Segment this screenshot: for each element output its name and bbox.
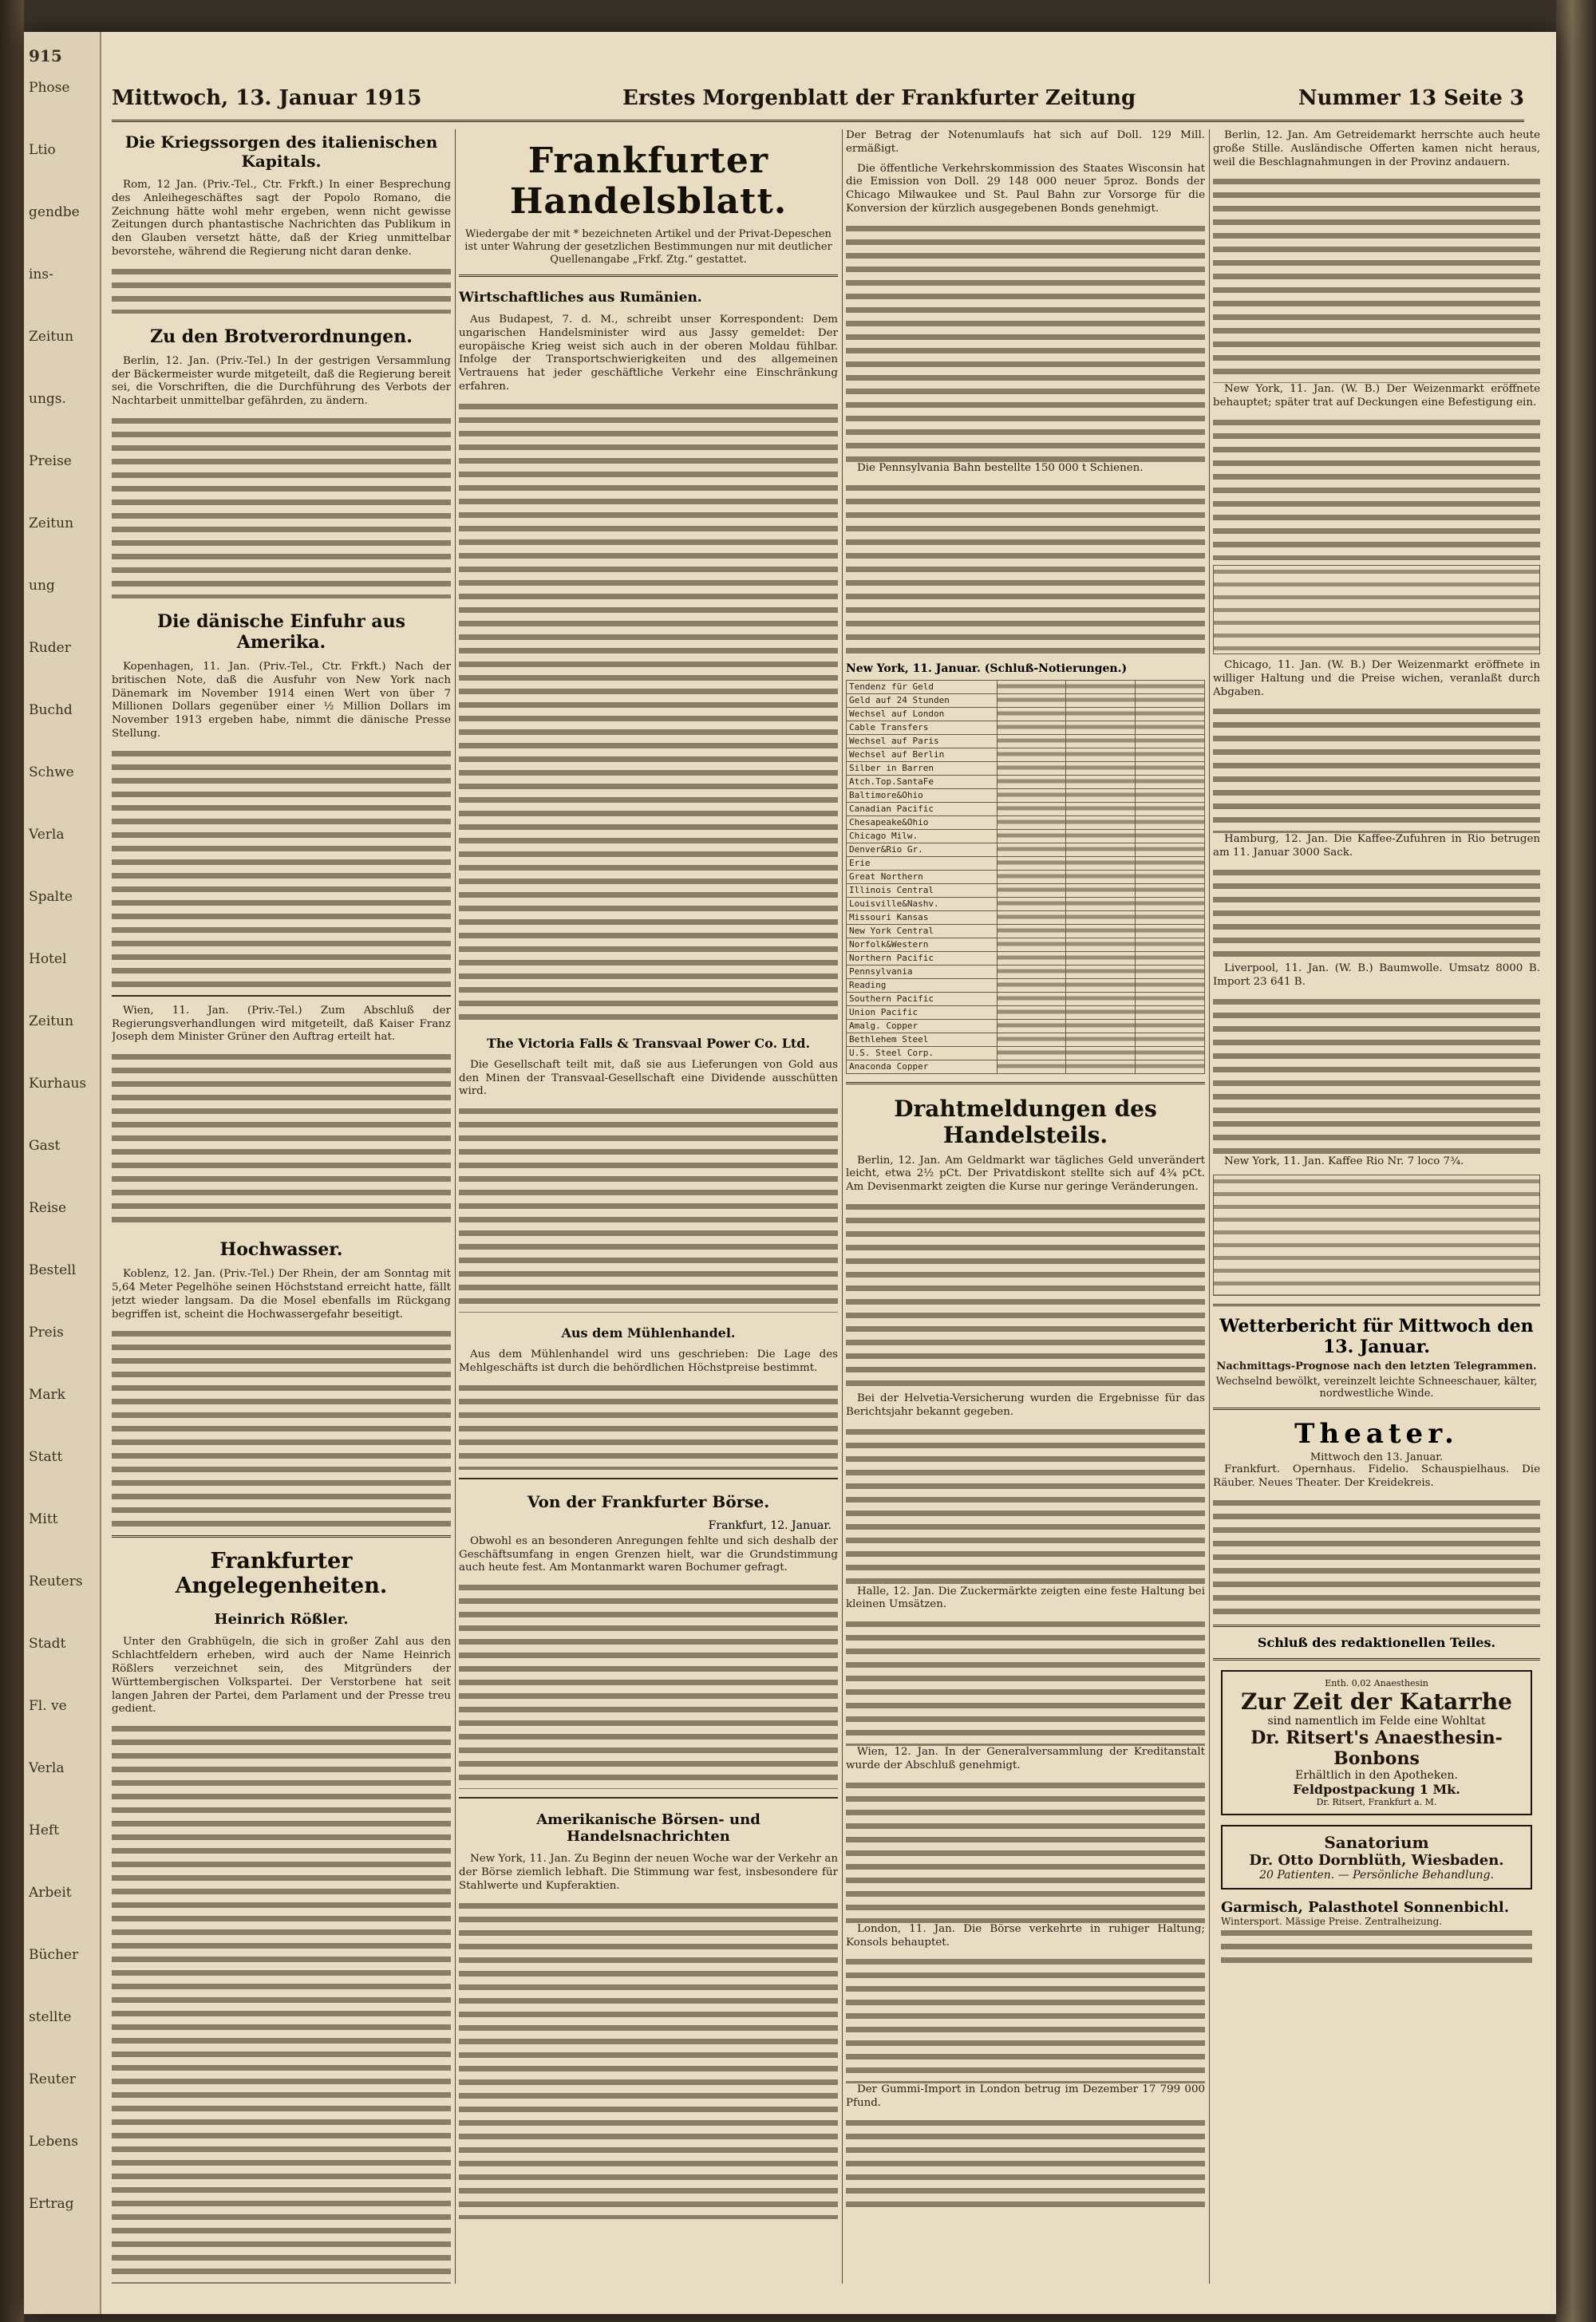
quote-value [1066, 965, 1136, 978]
previous-page-text: Arbeit [29, 1885, 72, 1901]
divider [112, 1535, 451, 1538]
article-text: Kopenhagen, 11. Jan. (Priv.-Tel., Ctr. Frkft.) Nach der britischen Note, daß die Ausfuhr von New York nach Dänemark im November 1914 einen Wert von über 7 Millionen Dollars gegenüber einer ½ Million Dollars im November 1913 ergeben habe, nimmt die dänische Presse Stellung. [112, 660, 451, 740]
article-text: Die Pennsylvania Bahn bestellte 150 000 t Schienen. [857, 461, 1144, 474]
quote-name: Tendenz für Geld [847, 680, 998, 693]
divider [1213, 1625, 1540, 1627]
text-block [1213, 996, 1540, 1155]
divider [459, 1478, 838, 1479]
quote-value [1136, 843, 1205, 856]
article-text: Obwohl es an besonderen Anregungen fehlte und sich deshalb der Geschäftsumfang in engen Grenzen hielt, war die Grundstimmung auch heute fest. Am Montanmarkt waren Bochumer gefragt. [459, 1534, 838, 1574]
article-text: Berlin, 12. Jan. Am Getreidemarkt herrschte auch heute große Stille. Ausländische Offerten kamen nicht heraus, weil die Beschlagnahmungen in der Provinz andauern. [1213, 129, 1540, 168]
quote-table-title: New York, 11. Januar. (Schluß-Notierungen.) [846, 661, 1128, 675]
quote-value [1066, 883, 1136, 897]
quote-value [1136, 802, 1205, 815]
text-block [112, 1051, 451, 1226]
previous-page-text: Ltio [29, 142, 56, 158]
quote-value [1066, 707, 1136, 721]
previous-page-text: Ruder [29, 640, 71, 656]
quote-value [997, 1019, 1066, 1033]
text-block [459, 1582, 838, 1789]
article-text: Hamburg, 12. Jan. Die Kaffee-Zufuhren in Rio betrugen am 11. Januar 3000 Sack. [1213, 833, 1540, 859]
quote-value [997, 802, 1066, 815]
quote-row [847, 1060, 1205, 1073]
text-block [846, 223, 1205, 462]
quote-value [997, 680, 1066, 693]
previous-page-text: Preise [29, 453, 72, 469]
quote-value [1136, 707, 1205, 721]
quote-value [997, 951, 1066, 965]
quote-row [847, 693, 1205, 707]
quote-row [847, 978, 1205, 992]
previous-page-text: Schwe [29, 764, 74, 780]
text-block [112, 415, 451, 598]
quote-value [997, 856, 1066, 870]
previous-page-text: ung [29, 578, 55, 594]
previous-page-text: Reuter [29, 2071, 76, 2087]
quote-value [1136, 788, 1205, 802]
quote-row [847, 883, 1205, 897]
ad-maker: Dr. Ritsert, Frankfurt a. M. [1316, 1796, 1437, 1807]
quote-value [1066, 897, 1136, 910]
quote-name: Pennsylvania [847, 965, 998, 978]
headline-mill-trade: Aus dem Mühlenhandel. [561, 1325, 736, 1341]
quote-value [1066, 829, 1136, 843]
previous-page-text: Mitt [29, 1511, 58, 1527]
quote-value [1136, 775, 1205, 788]
previous-page-text: Kurhaus [29, 1076, 87, 1092]
quote-name: Illinois Central [847, 883, 998, 897]
text-block [1213, 705, 1540, 833]
quote-row [847, 707, 1205, 721]
quote-row [847, 680, 1205, 693]
quote-value [1136, 992, 1205, 1005]
column-rule [842, 129, 843, 2284]
headline-italian-capital: Die Kriegssorgen des italienischen Kapitals. [124, 132, 438, 171]
quote-value [1066, 1005, 1136, 1019]
quote-value [1136, 721, 1205, 734]
quote-row [847, 1033, 1205, 1046]
quote-value [1066, 788, 1136, 802]
ad-title: Garmisch, Palasthotel Sonnenbichl. [1221, 1898, 1510, 1916]
divider [1213, 1304, 1540, 1306]
quote-value [997, 843, 1066, 856]
quote-row [847, 1046, 1205, 1060]
quote-value [997, 734, 1066, 748]
quote-name: Southern Pacific [847, 992, 998, 1005]
previous-page-text: Reuters [29, 1574, 83, 1589]
article-text: Die Gesellschaft teilt mit, daß sie aus Lieferungen von Gold aus den Minen der Transvaal-Gesellschaft eine Dividende ausschütten wird. [459, 1058, 838, 1098]
ad-availability: Erhältlich in den Apotheken. [1295, 1768, 1458, 1782]
quote-name: Canadian Pacific [847, 802, 998, 815]
page-header [112, 81, 1524, 122]
article-text: Wien, 11. Jan. (Priv.-Tel.) Zum Abschluß der Regierungsverhandlungen wird mitgeteilt, daß Kaiser Franz Joseph dem Minister Grüner den Auftrag erteilt hat. [112, 1004, 451, 1044]
previous-page-text: Stadt [29, 1636, 66, 1652]
previous-page-text: Verla [29, 827, 65, 843]
text-block [459, 401, 838, 1023]
quote-value [1136, 1019, 1205, 1033]
previous-page-text: Verla [29, 1760, 65, 1776]
quote-value [1136, 924, 1205, 938]
quote-name: U.S. Steel Corp. [847, 1046, 998, 1060]
text-block [112, 1723, 451, 2284]
quote-value [1136, 734, 1205, 748]
header-page-number: Nummer 13 Seite 3 [1298, 86, 1524, 110]
ad-small-text: Enth. 0,02 Anaesthesin [1325, 1677, 1428, 1688]
quote-name: Northern Pacific [847, 951, 998, 965]
quote-value [997, 897, 1066, 910]
quote-name: Missouri Kansas [847, 910, 998, 924]
text-block [846, 1426, 1205, 1586]
previous-page-text: Buchd [29, 702, 73, 718]
ad-name: Dr. Otto Dornblüth, Wiesbaden. [1249, 1851, 1504, 1869]
text-block [1213, 417, 1540, 560]
quote-name: Anaconda Copper [847, 1060, 998, 1073]
previous-page-text: Spalte [29, 889, 73, 905]
quote-value [997, 992, 1066, 1005]
quote-value [1136, 938, 1205, 951]
quote-value [1066, 924, 1136, 938]
previous-page-text: Zeitun [29, 1013, 74, 1029]
quote-value [997, 748, 1066, 761]
quote-name: Chesapeake&Ohio [847, 815, 998, 829]
theater-date: Mittwoch den 13. Januar. [1310, 1451, 1444, 1464]
divider [1213, 1658, 1540, 1661]
ad-subtitle: sind namentlich im Felde eine Wohltat [1267, 1714, 1486, 1728]
text-block [846, 1956, 1205, 2083]
quote-name: Erie [847, 856, 998, 870]
quote-row [847, 965, 1205, 978]
text-block [459, 1900, 838, 2219]
article-text: Aus Budapest, 7. d. M., schreibt unser Korrespondent: Dem ungarischen Handelsminister wird aus Jassy gemeldet: Der europäische Krieg weist sich auch in der oberen Moldau fühlbar. Infolge der Transportschwierigkeiten und des allgemeinen Vertrauens hat jeder geschäftliche Verkehr eine Einschränkung erfahren. [459, 314, 838, 393]
quote-value [1066, 1033, 1136, 1046]
quote-value [1066, 1060, 1136, 1073]
text-block [1213, 867, 1540, 962]
newspaper-page [24, 32, 1556, 2314]
quote-value [1066, 992, 1136, 1005]
quote-name: New York Central [847, 924, 998, 938]
article-text: Unter den Grabhügeln, die sich in großer Zahl aus den Schlachtfeldern erheben, wird auch der Name Heinrich Rößlers verzeichnet sein, des Mitgründers der Württembergischen Volkspartei. Der Verstorbene hat seit langen Jahren der Partei, dem Parlament und der Presse treu gedient. [112, 1636, 451, 1716]
quote-row [847, 734, 1205, 748]
quote-row [847, 815, 1205, 829]
quote-value [1066, 815, 1136, 829]
previous-page-text: Gast [29, 1138, 61, 1154]
stock-quote-table [846, 680, 1205, 1074]
article-text: Koblenz, 12. Jan. (Priv.-Tel.) Der Rhein, der am Sonntag mit 5,64 Meter Pegelhöhe seinen Höchststand erreicht hatte, fällt jetzt wieder langsam. Da die Mosel ebenfalls im Rückgang begriffen ist, scheint die Hochwassergefahr beseitigt. [112, 1268, 451, 1321]
quote-value [1066, 951, 1136, 965]
quote-row [847, 788, 1205, 802]
quote-name: Denver&Rio Gr. [847, 843, 998, 856]
quote-value [1136, 761, 1205, 775]
text-block [1213, 1497, 1540, 1617]
quote-name: Wechsel auf Paris [847, 734, 998, 748]
article-text: Berlin, 12. Jan. (Priv.-Tel.) In der gestrigen Versammlung der Bäckermeister wurde mitgeteilt, daß die Regierung bereit sei, die Vorschriften, die die Durchführung des Verbots der Nachtarbeit unmittelbar gefährden, zu ändern. [112, 354, 451, 408]
article-text: Die öffentliche Verkehrskommission des Staates Wisconsin hat die Emission von Doll. 29 148 000 neuer 5proz. Bonds der Chicago Milwaukee und St. Paul Bahn zur Vorsorge für die Konversion der kürzlich ausgegebenen Bonds genehmigt. [846, 162, 1205, 215]
previous-page-text: gendbe [29, 204, 80, 220]
text-block [112, 266, 451, 314]
quote-value [997, 761, 1066, 775]
quote-name: Baltimore&Ohio [847, 788, 998, 802]
end-of-editorial: Schluß des redaktionellen Teiles. [1257, 1634, 1496, 1650]
previous-page-text: Preis [29, 1325, 64, 1341]
previous-page-number: 915 [29, 46, 62, 65]
article-text: Bei der Helvetia-Versicherung wurden die Ergebnisse für das Berichtsjahr bekannt gegeben. [846, 1392, 1205, 1418]
previous-page-text: Lebens [29, 2134, 78, 2150]
previous-page-text: ungs. [29, 391, 66, 407]
ad-title: Zur Zeit der Katarrhe [1241, 1688, 1512, 1715]
quote-value [1136, 870, 1205, 883]
quote-value [1136, 693, 1205, 707]
quote-value [997, 883, 1066, 897]
quote-row [847, 951, 1205, 965]
book-binding-right [1556, 0, 1596, 2322]
quote-value [1066, 1019, 1136, 1033]
column-rule [455, 129, 456, 2284]
quote-value [997, 1033, 1066, 1046]
article-text: New York, 11. Jan. Kaffee Rio Nr. 7 loco 7¾. [1224, 1155, 1464, 1167]
headline-heinrich-roessler: Heinrich Rößler. [214, 1611, 349, 1629]
divider [1213, 1408, 1540, 1410]
quote-value [1136, 883, 1205, 897]
quote-value [1136, 1033, 1205, 1046]
previous-page-text: Reise [29, 1200, 67, 1216]
quote-row [847, 775, 1205, 788]
previous-page-edge [24, 32, 101, 2314]
quote-name: Reading [847, 978, 998, 992]
quote-name: Louisville&Nashv. [847, 897, 998, 910]
column-rule [1209, 129, 1210, 2284]
quote-row [847, 829, 1205, 843]
quote-value [997, 1060, 1066, 1073]
ad-text: Wintersport. Mässige Preise. Zentralheizung. [1221, 1915, 1443, 1927]
text-block [112, 1328, 451, 1527]
quote-value [997, 870, 1066, 883]
previous-page-text: Zeitun [29, 329, 74, 345]
quote-value [1066, 775, 1136, 788]
article-text: Chicago, 11. Jan. (W. B.) Der Weizenmarkt eröffnete in williger Haltung und die Preise wichen, veranlaßt durch Abgaben. [1213, 658, 1540, 698]
quote-name: Bethlehem Steel [847, 1033, 998, 1046]
quote-row [847, 748, 1205, 761]
quote-value [997, 978, 1066, 992]
article-text: New York, 11. Jan. (W. B.) Der Weizenmarkt eröffnete behauptet; später trat auf Deckungen eine Befestigung ein. [1213, 383, 1540, 409]
quote-value [997, 829, 1066, 843]
quote-value [1066, 802, 1136, 815]
quote-value [1066, 938, 1136, 951]
advertisement-katarrh [1221, 1670, 1532, 1815]
advertisement-sanatorium [1221, 1825, 1532, 1890]
divider [459, 274, 838, 277]
quote-value [1066, 1046, 1136, 1060]
previous-page-text: Phose [29, 80, 70, 96]
quote-name: Geld auf 24 Stunden [847, 693, 998, 707]
previous-page-text: stellte [29, 2009, 72, 2025]
text-block [846, 1201, 1205, 1392]
ad-brand: Dr. Ritsert's Anaesthesin-Bonbons [1250, 1727, 1503, 1769]
article-text: Der Gummi-Import in London betrug im Dezember 17 799 000 Pfund. [846, 2083, 1205, 2110]
quote-value [1136, 856, 1205, 870]
quote-row [847, 938, 1205, 951]
quote-value [997, 910, 1066, 924]
quote-name: Chicago Milw. [847, 829, 998, 843]
quote-value [1136, 951, 1205, 965]
grain-price-table [1213, 565, 1540, 654]
dateline: Frankfurt, 12. Januar. [708, 1518, 832, 1532]
article-text: Aus dem Mühlenhandel wird uns geschrieben: Die Lage des Mehlgeschäfts ist durch die behördlichen Höchstpreise bestimmt. [459, 1349, 838, 1374]
divider [846, 1082, 1205, 1084]
article-text: Wien, 12. Jan. In der Generalversammlung der Kreditanstalt wurde der Abschluß genehmigt. [846, 1746, 1205, 1771]
previous-page-text: Bestell [29, 1262, 77, 1278]
quote-value [997, 965, 1066, 978]
headline-american-exchange: Amerikanische Börsen- und Handelsnachrichten [536, 1811, 760, 1846]
quote-row [847, 897, 1205, 910]
book-binding-left [0, 0, 24, 2322]
quote-name: Wechsel auf Berlin [847, 748, 998, 761]
quote-row [847, 721, 1205, 734]
quote-row [847, 802, 1205, 815]
headline-danish-imports: Die dänische Einfuhr aus Amerika. [157, 610, 405, 653]
quote-value [997, 815, 1066, 829]
quote-row [847, 843, 1205, 856]
quote-value [1066, 734, 1136, 748]
previous-page-text: Mark [29, 1387, 65, 1403]
column-2 [459, 129, 838, 2284]
previous-page-text: Ertrag [29, 2196, 74, 2212]
headline-frankfurt-affairs: Frankfurter Angelegenheiten. [175, 1549, 388, 1599]
article-text: Liverpool, 11. Jan. (W. B.) Baumwolle. Umsatz 8000 B. Import 23 641 B. [1213, 962, 1540, 988]
headline-wire-reports: Drahtmeldungen des Handelsteils. [894, 1095, 1157, 1148]
quote-name: Great Northern [847, 870, 998, 883]
article-text: Halle, 12. Jan. Die Zuckermärkte zeigten eine feste Haltung bei kleinen Umsätzen. [846, 1585, 1205, 1611]
commodity-price-table [1213, 1175, 1540, 1296]
quote-row [847, 924, 1205, 938]
previous-page-text: Statt [29, 1449, 63, 1465]
quote-name: Atch.Top.SantaFe [847, 775, 998, 788]
quote-name: Union Pacific [847, 1005, 998, 1019]
previous-page-text: Hotel [29, 951, 67, 967]
quote-value [1136, 1046, 1205, 1060]
previous-page-text: Fl. ve [29, 1698, 67, 1714]
quote-value [1136, 748, 1205, 761]
quote-value [1066, 721, 1136, 734]
quote-value [997, 721, 1066, 734]
quote-name: Amalg. Copper [847, 1019, 998, 1033]
quote-value [997, 788, 1066, 802]
quote-value [1136, 1060, 1205, 1073]
quote-row [847, 992, 1205, 1005]
ad-price: Feldpostpackung 1 Mk. [1293, 1781, 1460, 1797]
previous-page-text: Bücher [29, 1947, 79, 1963]
quote-value [1136, 978, 1205, 992]
quote-row [847, 870, 1205, 883]
quote-value [1066, 761, 1136, 775]
quote-value [1136, 680, 1205, 693]
quote-value [997, 693, 1066, 707]
text-block [459, 1105, 838, 1313]
headline-flood: Hochwasser. [219, 1239, 343, 1261]
quote-row [847, 761, 1205, 775]
weather-subtitle: Nachmittags-Prognose nach den letzten Telegrammen. [1216, 1360, 1537, 1373]
column-4 [1213, 129, 1540, 2284]
quote-value [1136, 897, 1205, 910]
column-3 [846, 129, 1205, 2284]
ad-title: Sanatorium [1324, 1832, 1429, 1852]
text-block [846, 482, 1205, 658]
text-block [1213, 176, 1540, 383]
previous-page-text: ins- [29, 267, 53, 282]
quote-value [1066, 910, 1136, 924]
text-block [846, 1779, 1205, 1923]
theater-title: Theater. [1294, 1418, 1459, 1451]
quote-value [1136, 829, 1205, 843]
header-masthead: Erstes Morgenblatt der Frankfurter Zeitung [622, 86, 1136, 110]
text-block [846, 2117, 1205, 2213]
quote-value [1136, 1005, 1205, 1019]
quote-name: Silber in Barren [847, 761, 998, 775]
ad-subtitle: 20 Patienten. — Persönliche Behandlung. [1259, 1868, 1494, 1882]
quote-name: Cable Transfers [847, 721, 998, 734]
text-block [459, 1382, 838, 1470]
weather-title: Wetterbericht für Mittwoch den 13. Januar. [1219, 1316, 1534, 1358]
headline-frankfurt-exchange: Von der Frankfurter Börse. [527, 1491, 770, 1511]
article-text: Berlin, 12. Jan. Am Geldmarkt war tägliches Geld unverändert leicht, etwa 2½ pCt. Der Privatdiskont stellte sich auf 4¾ pCt. Am Devisenmarkt zeigten die Kurse nur geringe Veränderungen. [846, 1154, 1205, 1194]
quote-value [1066, 843, 1136, 856]
quote-value [997, 775, 1066, 788]
quote-name: Norfolk&Western [847, 938, 998, 951]
text-block [112, 748, 451, 987]
theater-listings: Frankfurt. Opernhaus. Fidelio. Schauspielhaus. Die Räuber. Neues Theater. Der Kreidekreis. [1213, 1463, 1540, 1490]
quote-value [997, 938, 1066, 951]
handelsblatt-subtitle: Wiedergabe der mit * bezeichneten Artikel und der Privat-Depeschen ist unter Wahrung der gesetzlichen Bestimmungen nur mit deutlicher Quellenangabe „Frkf. Ztg.“ gestattet. [464, 228, 832, 266]
quote-value [1066, 693, 1136, 707]
previous-page-text: Zeitun [29, 515, 74, 531]
article-text: Rom, 12 Jan. (Priv.-Tel., Ctr. Frkft.) In einer Besprechung des Anleihegeschäftes sagt der Popolo Romano, die Zeichnung hätte wohl mehr ergeben, wenn nicht gewisse Zeitungen durch phantastische Nachrichten das Publikum in den Glauben versetzt hätte, daß der Krieg unmittelbar bevorstehe, während die Regierung nicht daran denke. [112, 179, 451, 258]
quote-value [1136, 815, 1205, 829]
quote-value [997, 1046, 1066, 1060]
divider [459, 1797, 838, 1799]
advertisement-garmisch [1221, 1899, 1532, 1967]
article-text: New York, 11. Jan. Zu Beginn der neuen Woche war der Verkehr an der Börse ziemlich lebhaft. Die Stimmung war fest, insbesondere für Stahlwerte und Kupferaktien. [459, 1853, 838, 1892]
quote-value [1066, 856, 1136, 870]
column-1 [112, 129, 451, 2284]
header-date: Mittwoch, 13. Januar 1915 [112, 86, 422, 110]
quote-row [847, 1005, 1205, 1019]
quote-value [1066, 870, 1136, 883]
previous-page-text: Heft [29, 1822, 60, 1838]
quote-row [847, 910, 1205, 924]
quote-value [1136, 910, 1205, 924]
headline-bread-regulations: Zu den Brotverordnungen. [150, 326, 413, 347]
headline-victoria-falls: The Victoria Falls & Transvaal Power Co. Ltd. [486, 1035, 811, 1051]
quote-value [1136, 965, 1205, 978]
text-block [1221, 1927, 1532, 1967]
quote-name: Wechsel auf London [847, 707, 998, 721]
quote-value [1066, 748, 1136, 761]
article-text: Der Betrag der Notenumlaufs hat sich auf Doll. 129 Mill. ermäßigt. [846, 129, 1205, 155]
headline-romania: Wirtschaftliches aus Rumänien. [459, 290, 702, 306]
quote-row [847, 856, 1205, 870]
quote-value [1066, 680, 1136, 693]
article-text: London, 11. Jan. Die Börse verkehrte in ruhiger Haltung; Konsols behauptet. [846, 1922, 1205, 1949]
quote-value [997, 1005, 1066, 1019]
quote-row [847, 1019, 1205, 1033]
quote-value [997, 707, 1066, 721]
quote-value [997, 924, 1066, 938]
divider [112, 995, 451, 997]
quote-value [1066, 978, 1136, 992]
handelsblatt-title: Frankfurter Handelsblatt. [509, 140, 788, 222]
weather-forecast: Wechselnd bewölkt, vereinzelt leichte Schneeschauer, kälter, nordwestliche Winde. [1215, 1376, 1538, 1400]
text-block [846, 1618, 1205, 1746]
